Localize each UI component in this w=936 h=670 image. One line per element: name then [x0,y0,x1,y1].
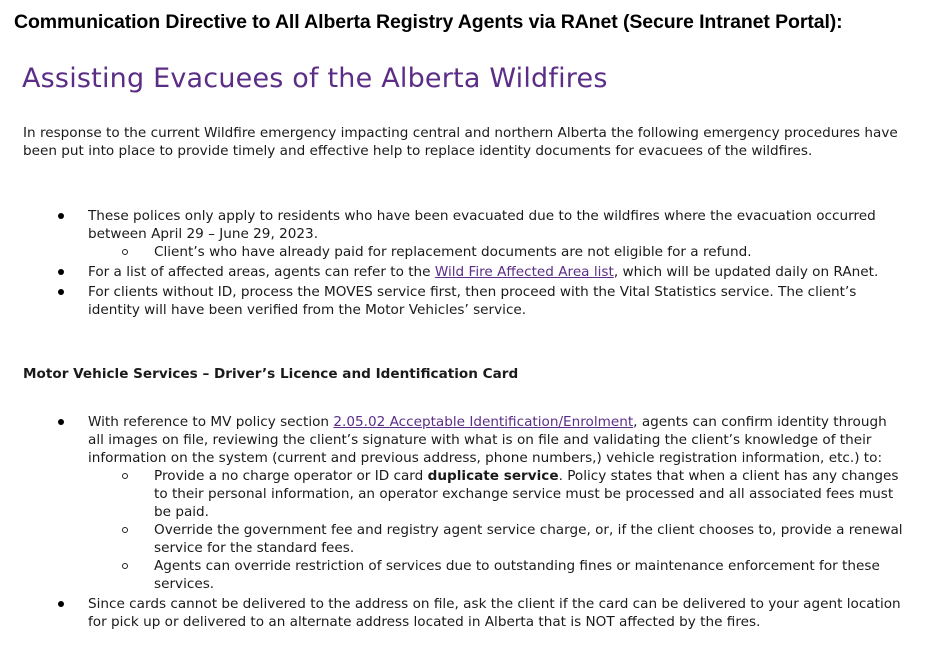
affected-area-list-link[interactable]: Wild Fire Affected Area list [434,264,614,280]
section-heading: Motor Vehicle Services – Driver’s Licence and Identification Card [23,366,519,382]
sub-list-item [88,557,903,593]
mv-policy-list [23,413,903,633]
policy-list [23,207,903,321]
list-item [23,263,903,281]
page-title: Assisting Evacuees of the Alberta Wildfires [22,63,608,94]
directive-banner: Communication Directive to All Alberta Registry Agents via RAnet (Secure Intranet Portal): [14,11,843,33]
bullet-icon [58,213,64,219]
list-item-text: These polices only apply to residents who have been evacuated due to the wildfires where the evacuation occurred between April 29 – June 29, 2023. [88,208,876,242]
bullet-icon [58,419,64,425]
list-item-text: Since cards cannot be delivered to the address on file, ask the client if the card can be delivered to your agent location for pick up or delivered to an alternate address located in Alberta that is NOT affected by the fires. [88,596,901,630]
sub-list [88,243,903,261]
acceptable-identification-link[interactable]: 2.05.02 Acceptable Identification/Enrolment [333,414,634,430]
sub-list-item [88,521,903,557]
bullet-icon [58,269,64,275]
list-item-text: With reference to MV policy section [88,414,334,430]
list-item [23,207,903,261]
sub-list-item [88,243,903,261]
sub-list-item-emphasis: duplicate service [427,468,559,484]
sub-list-item-text: Client’s who have already paid for replacement documents are not eligible for a refund. [154,244,752,260]
sub-list-item-text: Agents can override restriction of services due to outstanding fines or maintenance enforcement for these services. [154,558,880,592]
circle-bullet-icon [122,473,128,479]
bullet-icon [58,289,64,295]
list-item-text: , which will be updated daily on RAnet. [613,264,879,280]
list-item [23,283,903,319]
list-item [23,595,903,631]
sub-list-item-text: Override the government fee and registry agent service charge, or, if the client chooses to, provide a renewal service for the standard fees. [154,522,903,556]
sub-list-item-text: Provide a no charge operator or ID card [154,468,428,484]
list-item-text: For a list of affected areas, agents can refer to the [88,264,435,280]
list-item-text: , agents can confirm identity through all images on file, reviewing the client’s signature with what is on file and validating the client’s knowledge of their information on the system (current and previous address, phone numbers,) vehicle registration information, etc.) to: [88,414,887,466]
sub-list-item [88,467,903,521]
circle-bullet-icon [122,249,128,255]
sub-list-item-text: . Policy states that when a client has any changes to their personal information, an operator exchange service must be processed and all associated fees must be paid. [154,468,899,520]
circle-bullet-icon [122,563,128,569]
list-item-text: For clients without ID, process the MOVES service first, then proceed with the Vital Statistics service. The client’s identity will have been verified from the Motor Vehicles’ service. [88,284,857,318]
list-item [23,413,903,593]
sub-list [88,467,903,593]
bullet-icon [58,601,64,607]
circle-bullet-icon [122,527,128,533]
intro-paragraph: In response to the current Wildfire emergency impacting central and northern Alberta the following emergency procedures have been put into place to provide timely and effective help to replace identity documents for evacuees of the wildfires. [23,125,898,159]
